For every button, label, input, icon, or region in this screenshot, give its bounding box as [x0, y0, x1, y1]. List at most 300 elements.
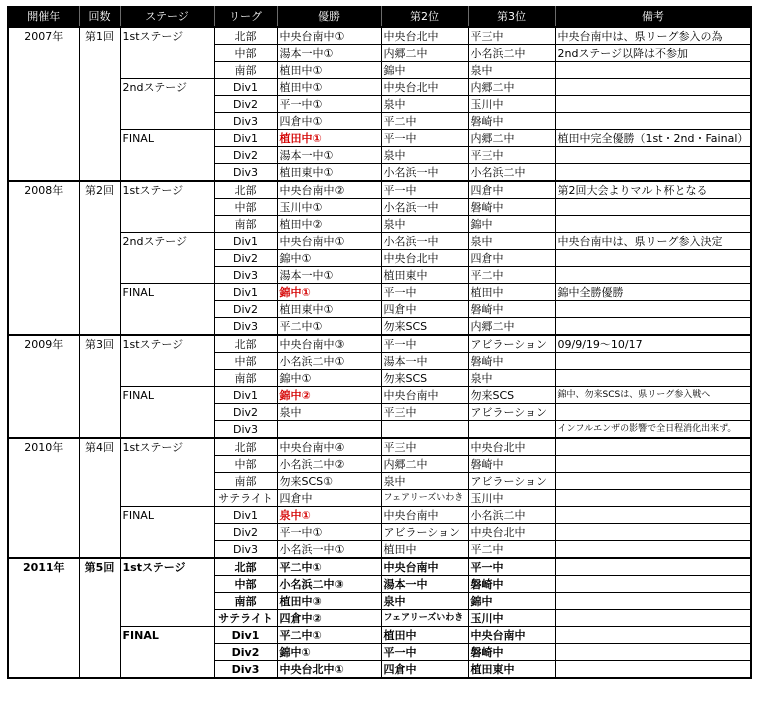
header-note: 備考: [555, 7, 751, 28]
stage-cell: FINAL: [120, 387, 214, 404]
stage-cell: [120, 456, 214, 473]
round-cell: [79, 113, 120, 130]
winner-cell: 平一中①: [277, 524, 381, 541]
year-cell: [8, 45, 79, 62]
round-cell: [79, 370, 120, 387]
league-cell: 南部: [214, 62, 277, 79]
year-cell: [8, 164, 79, 182]
winner-cell: 錦中②: [277, 387, 381, 404]
third-place-cell: 小名浜二中: [468, 507, 555, 524]
note-cell: 錦中、勿来SCSは、県リーグ参入戦へ: [555, 387, 751, 404]
stage-cell: [120, 164, 214, 182]
league-cell: 北部: [214, 181, 277, 199]
stage-cell: 1stステージ: [120, 335, 214, 353]
round-cell: [79, 250, 120, 267]
third-place-cell: 平三中: [468, 147, 555, 164]
third-place-cell: 磐崎中: [468, 576, 555, 593]
league-cell: Div3: [214, 113, 277, 130]
third-place-cell: 内郷二中: [468, 318, 555, 336]
year-cell: [8, 661, 79, 679]
winner-cell: 錦中①: [277, 250, 381, 267]
note-cell: [555, 301, 751, 318]
stage-cell: [120, 301, 214, 318]
year-cell: 2010年: [8, 438, 79, 456]
table-row: [8, 473, 751, 490]
third-place-cell: 錦中: [468, 593, 555, 610]
note-cell: 第2回大会よりマルト杯となる: [555, 181, 751, 199]
note-cell: [555, 267, 751, 284]
second-place-cell: 植田中: [381, 627, 468, 644]
winner-cell: 植田東中①: [277, 164, 381, 182]
stage-cell: [120, 216, 214, 233]
table-row: [8, 438, 751, 456]
table-row: [8, 318, 751, 336]
table-row: [8, 576, 751, 593]
year-cell: [8, 353, 79, 370]
third-place-cell: 内郷二中: [468, 79, 555, 96]
year-cell: 2007年: [8, 27, 79, 45]
stage-cell: [120, 62, 214, 79]
note-cell: [555, 216, 751, 233]
third-place-cell: アビラーション: [468, 335, 555, 353]
second-place-cell: 泉中: [381, 216, 468, 233]
third-place-cell: 泉中: [468, 370, 555, 387]
round-cell: [79, 96, 120, 113]
stage-cell: [120, 147, 214, 164]
league-cell: 中部: [214, 199, 277, 216]
round-cell: [79, 576, 120, 593]
stage-cell: [120, 541, 214, 559]
year-cell: [8, 507, 79, 524]
stage-cell: [120, 353, 214, 370]
winner-cell: 平二中①: [277, 627, 381, 644]
league-cell: 南部: [214, 370, 277, 387]
stage-cell: 1stステージ: [120, 27, 214, 45]
third-place-cell: 平一中: [468, 558, 555, 576]
note-cell: [555, 438, 751, 456]
year-cell: [8, 627, 79, 644]
note-cell: [555, 627, 751, 644]
third-place-cell: 四倉中: [468, 250, 555, 267]
round-cell: 第2回: [79, 181, 120, 199]
note-cell: インフルエンザの影響で全日程消化出来ず。: [555, 421, 751, 439]
round-cell: [79, 387, 120, 404]
note-cell: [555, 456, 751, 473]
league-cell: Div1: [214, 627, 277, 644]
stage-cell: [120, 576, 214, 593]
note-cell: [555, 661, 751, 679]
results-body: [8, 27, 751, 678]
second-place-cell: 四倉中: [381, 301, 468, 318]
league-cell: Div1: [214, 79, 277, 96]
second-place-cell: 平二中: [381, 113, 468, 130]
stage-cell: [120, 370, 214, 387]
note-cell: [555, 593, 751, 610]
winner-cell: 小名浜二中①: [277, 353, 381, 370]
stage-cell: [120, 318, 214, 336]
league-cell: 北部: [214, 558, 277, 576]
stage-cell: [120, 421, 214, 439]
winner-cell: 湯本一中①: [277, 267, 381, 284]
year-cell: [8, 233, 79, 250]
round-cell: [79, 456, 120, 473]
year-cell: [8, 284, 79, 301]
second-place-cell: アビラーション: [381, 524, 468, 541]
stage-cell: [120, 267, 214, 284]
league-cell: 北部: [214, 27, 277, 45]
stage-cell: FINAL: [120, 507, 214, 524]
second-place-cell: 内郷二中: [381, 456, 468, 473]
stage-cell: FINAL: [120, 130, 214, 147]
second-place-cell: 内郷二中: [381, 45, 468, 62]
table-row: [8, 558, 751, 576]
second-place-cell: 中央台北中: [381, 250, 468, 267]
winner-cell: 錦中①: [277, 370, 381, 387]
league-cell: Div3: [214, 661, 277, 679]
league-cell: Div1: [214, 507, 277, 524]
league-cell: 中部: [214, 353, 277, 370]
table-row: [8, 301, 751, 318]
third-place-cell: 中央台北中: [468, 524, 555, 541]
round-cell: [79, 267, 120, 284]
note-cell: 09/9/19～10/17: [555, 335, 751, 353]
round-cell: [79, 301, 120, 318]
second-place-cell: [381, 421, 468, 439]
table-row: [8, 250, 751, 267]
second-place-cell: 中央台南中: [381, 507, 468, 524]
note-cell: [555, 79, 751, 96]
table-row: [8, 627, 751, 644]
league-cell: Div1: [214, 130, 277, 147]
second-place-cell: 平一中: [381, 284, 468, 301]
header-stage: ステージ: [120, 7, 214, 28]
stage-cell: 1stステージ: [120, 181, 214, 199]
note-cell: [555, 199, 751, 216]
second-place-cell: 四倉中: [381, 661, 468, 679]
third-place-cell: 勿来SCS: [468, 387, 555, 404]
year-cell: [8, 147, 79, 164]
note-cell: [555, 62, 751, 79]
winner-cell: 小名浜二中③: [277, 576, 381, 593]
year-cell: [8, 216, 79, 233]
header-second: 第2位: [381, 7, 468, 28]
year-cell: 2009年: [8, 335, 79, 353]
round-cell: [79, 147, 120, 164]
stage-cell: [120, 404, 214, 421]
winner-cell: 勿来SCS①: [277, 473, 381, 490]
round-cell: [79, 199, 120, 216]
winner-cell: 中央台北中①: [277, 661, 381, 679]
table-row: [8, 113, 751, 130]
league-cell: サテライト: [214, 490, 277, 507]
note-cell: [555, 250, 751, 267]
header-winner: 優勝: [277, 7, 381, 28]
round-cell: [79, 610, 120, 627]
year-cell: [8, 199, 79, 216]
winner-cell: 中央台南中①: [277, 233, 381, 250]
round-cell: [79, 62, 120, 79]
winner-cell: 中央台南中①: [277, 27, 381, 45]
year-cell: [8, 62, 79, 79]
third-place-cell: 磐崎中: [468, 644, 555, 661]
winner-cell: 錦中①: [277, 284, 381, 301]
year-cell: [8, 644, 79, 661]
stage-cell: [120, 524, 214, 541]
table-row: [8, 62, 751, 79]
round-cell: [79, 164, 120, 182]
year-cell: [8, 404, 79, 421]
note-cell: 中央台南中は、県リーグ参入決定: [555, 233, 751, 250]
table-row: [8, 147, 751, 164]
league-cell: Div3: [214, 541, 277, 559]
round-cell: 第4回: [79, 438, 120, 456]
note-cell: 錦中全勝優勝: [555, 284, 751, 301]
note-cell: 中央台南中は、県リーグ参入の為: [555, 27, 751, 45]
stage-cell: [120, 113, 214, 130]
year-cell: 2011年: [8, 558, 79, 576]
header-year: 開催年: [8, 7, 79, 28]
winner-cell: 植田中②: [277, 216, 381, 233]
year-cell: [8, 318, 79, 336]
table-row: [8, 387, 751, 404]
league-cell: Div2: [214, 301, 277, 318]
third-place-cell: アビラーション: [468, 404, 555, 421]
table-row: [8, 284, 751, 301]
year-cell: [8, 456, 79, 473]
stage-cell: [120, 473, 214, 490]
league-cell: Div3: [214, 421, 277, 439]
note-cell: [555, 541, 751, 559]
third-place-cell: 磐崎中: [468, 113, 555, 130]
second-place-cell: 中央台北中: [381, 27, 468, 45]
table-row: [8, 216, 751, 233]
table-row: [8, 524, 751, 541]
second-place-cell: 泉中: [381, 147, 468, 164]
round-cell: [79, 216, 120, 233]
third-place-cell: アビラーション: [468, 473, 555, 490]
stage-cell: [120, 199, 214, 216]
note-cell: [555, 558, 751, 576]
league-cell: 南部: [214, 473, 277, 490]
stage-cell: 2ndステージ: [120, 79, 214, 96]
round-cell: 第1回: [79, 27, 120, 45]
round-cell: [79, 593, 120, 610]
note-cell: 2ndステージ以降は不参加: [555, 45, 751, 62]
league-cell: Div3: [214, 267, 277, 284]
third-place-cell: 錦中: [468, 216, 555, 233]
table-row: [8, 661, 751, 679]
year-cell: [8, 421, 79, 439]
second-place-cell: 小名浜一中: [381, 233, 468, 250]
winner-cell: 中央台南中④: [277, 438, 381, 456]
round-cell: [79, 421, 120, 439]
table-row: [8, 507, 751, 524]
year-cell: [8, 490, 79, 507]
year-cell: [8, 610, 79, 627]
winner-cell: 中央台南中③: [277, 335, 381, 353]
league-cell: Div3: [214, 318, 277, 336]
third-place-cell: [468, 421, 555, 439]
table-row: [8, 96, 751, 113]
second-place-cell: 平三中: [381, 404, 468, 421]
winner-cell: 湯本一中①: [277, 147, 381, 164]
note-cell: [555, 318, 751, 336]
round-cell: [79, 45, 120, 62]
second-place-cell: 湯本一中: [381, 353, 468, 370]
second-place-cell: 平一中: [381, 335, 468, 353]
league-cell: サテライト: [214, 610, 277, 627]
table-row: [8, 610, 751, 627]
winner-cell: 植田東中①: [277, 301, 381, 318]
year-cell: [8, 370, 79, 387]
winner-cell: 平二中①: [277, 318, 381, 336]
second-place-cell: 平一中: [381, 181, 468, 199]
second-place-cell: 中央台北中: [381, 79, 468, 96]
third-place-cell: 植田東中: [468, 661, 555, 679]
round-cell: [79, 130, 120, 147]
second-place-cell: 小名浜一中: [381, 199, 468, 216]
table-row: [8, 421, 751, 439]
winner-cell: [277, 421, 381, 439]
header-third: 第3位: [468, 7, 555, 28]
league-cell: 南部: [214, 593, 277, 610]
note-cell: [555, 507, 751, 524]
third-place-cell: 内郷二中: [468, 130, 555, 147]
table-row: [8, 335, 751, 353]
league-cell: Div1: [214, 284, 277, 301]
round-cell: [79, 79, 120, 96]
round-cell: 第5回: [79, 558, 120, 576]
round-cell: [79, 353, 120, 370]
winner-cell: 玉川中①: [277, 199, 381, 216]
year-cell: [8, 541, 79, 559]
third-place-cell: 磐崎中: [468, 353, 555, 370]
second-place-cell: フェアリーズいわき: [381, 490, 468, 507]
year-cell: [8, 387, 79, 404]
stage-cell: 2ndステージ: [120, 233, 214, 250]
third-place-cell: 四倉中: [468, 181, 555, 199]
stage-cell: [120, 644, 214, 661]
note-cell: [555, 490, 751, 507]
league-cell: Div2: [214, 96, 277, 113]
table-row: [8, 79, 751, 96]
table-row: [8, 233, 751, 250]
year-cell: [8, 473, 79, 490]
table-row: [8, 490, 751, 507]
year-cell: [8, 301, 79, 318]
year-cell: [8, 267, 79, 284]
stage-cell: [120, 96, 214, 113]
third-place-cell: 磐崎中: [468, 199, 555, 216]
second-place-cell: 勿来SCS: [381, 318, 468, 336]
second-place-cell: 中央台南中: [381, 558, 468, 576]
winner-cell: 四倉中①: [277, 113, 381, 130]
league-cell: 中部: [214, 456, 277, 473]
third-place-cell: 中央台南中: [468, 627, 555, 644]
second-place-cell: 湯本一中: [381, 576, 468, 593]
round-cell: 第3回: [79, 335, 120, 353]
league-cell: Div2: [214, 147, 277, 164]
table-row: [8, 199, 751, 216]
league-cell: Div1: [214, 233, 277, 250]
second-place-cell: 錦中: [381, 62, 468, 79]
year-cell: [8, 113, 79, 130]
second-place-cell: 中央台南中: [381, 387, 468, 404]
winner-cell: 平一中①: [277, 96, 381, 113]
stage-cell: [120, 45, 214, 62]
winner-cell: 錦中①: [277, 644, 381, 661]
third-place-cell: 植田中: [468, 284, 555, 301]
table-row: [8, 267, 751, 284]
round-cell: [79, 644, 120, 661]
league-cell: Div2: [214, 404, 277, 421]
note-cell: [555, 113, 751, 130]
third-place-cell: 磐崎中: [468, 456, 555, 473]
note-cell: 植田中完全優勝（1st・2nd・Fainal）: [555, 130, 751, 147]
second-place-cell: フェアリーズいわき: [381, 610, 468, 627]
round-cell: [79, 318, 120, 336]
winner-cell: 植田中①: [277, 79, 381, 96]
table-row: [8, 644, 751, 661]
second-place-cell: 平一中: [381, 130, 468, 147]
results-table: [7, 6, 752, 679]
table-row: [8, 404, 751, 421]
league-cell: 北部: [214, 438, 277, 456]
round-cell: [79, 661, 120, 679]
header-round: 回数: [79, 7, 120, 28]
year-cell: 2008年: [8, 181, 79, 199]
winner-cell: 小名浜二中②: [277, 456, 381, 473]
year-cell: [8, 130, 79, 147]
winner-cell: 泉中: [277, 404, 381, 421]
year-cell: [8, 79, 79, 96]
stage-cell: [120, 490, 214, 507]
note-cell: [555, 610, 751, 627]
league-cell: Div3: [214, 164, 277, 182]
third-place-cell: 泉中: [468, 233, 555, 250]
round-cell: [79, 473, 120, 490]
table-row: [8, 164, 751, 182]
round-cell: [79, 404, 120, 421]
third-place-cell: 磐崎中: [468, 301, 555, 318]
stage-cell: FINAL: [120, 627, 214, 644]
round-cell: [79, 507, 120, 524]
note-cell: [555, 524, 751, 541]
third-place-cell: 小名浜二中: [468, 45, 555, 62]
second-place-cell: 泉中: [381, 96, 468, 113]
note-cell: [555, 353, 751, 370]
table-row: [8, 370, 751, 387]
round-cell: [79, 627, 120, 644]
second-place-cell: 植田中: [381, 541, 468, 559]
stage-cell: [120, 593, 214, 610]
stage-cell: [120, 250, 214, 267]
header-row: [8, 7, 751, 28]
stage-cell: [120, 661, 214, 679]
league-cell: 南部: [214, 216, 277, 233]
second-place-cell: 植田東中: [381, 267, 468, 284]
table-row: [8, 456, 751, 473]
third-place-cell: 平二中: [468, 541, 555, 559]
stage-cell: FINAL: [120, 284, 214, 301]
table-row: [8, 130, 751, 147]
stage-cell: 1stステージ: [120, 558, 214, 576]
second-place-cell: 小名浜一中: [381, 164, 468, 182]
third-place-cell: 玉川中: [468, 490, 555, 507]
note-cell: [555, 370, 751, 387]
year-cell: [8, 593, 79, 610]
winner-cell: 植田中①: [277, 130, 381, 147]
